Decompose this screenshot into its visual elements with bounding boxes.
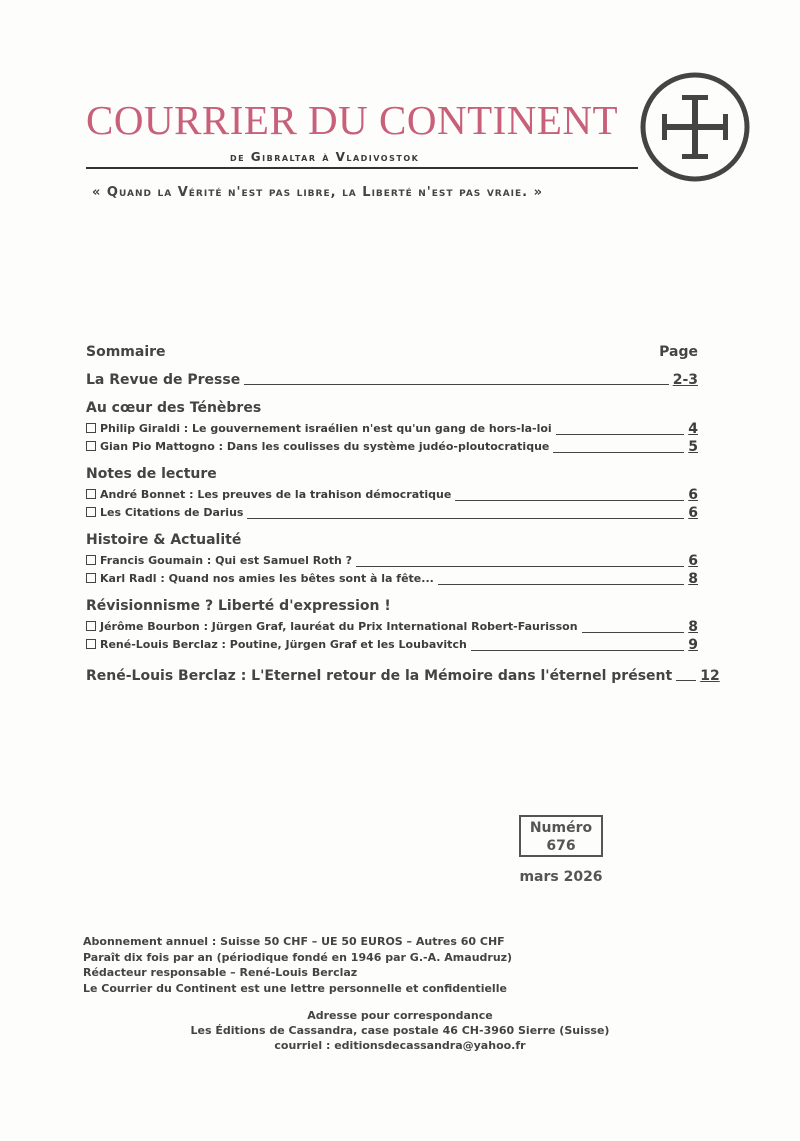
toc-entry-label: René-Louis Berclaz : L'Eternel retour de la Mémoire dans l'éternel présent <box>86 668 673 684</box>
cross-potent-in-circle-icon <box>638 70 752 184</box>
toc-item <box>86 552 698 570</box>
toc-item <box>86 636 698 654</box>
section-title: Histoire & Actualité <box>86 532 242 548</box>
toc-entry-page: 2-3 <box>672 372 698 388</box>
toc-leader <box>471 650 684 651</box>
toc-leader <box>553 452 684 453</box>
toc-item <box>86 438 698 456</box>
address-heading: Adresse pour correspondance <box>307 1009 493 1022</box>
checkbox-icon <box>86 489 96 499</box>
toc-leader <box>556 434 685 435</box>
checkbox-icon <box>86 573 96 583</box>
toc-leader <box>676 680 696 681</box>
checkbox-icon <box>86 621 96 631</box>
toc-item-label: Karl Radl : Quand nos amies les bêtes sont à la fête... <box>100 572 434 585</box>
checkbox-icon <box>86 423 96 433</box>
colophon <box>83 934 512 996</box>
toc-item-page: 4 <box>688 421 698 437</box>
masthead-title: COURRIER DU CONTINENT <box>86 97 619 143</box>
toc-item <box>86 570 698 588</box>
toc-leader <box>247 518 684 519</box>
toc-entry-final <box>86 668 720 684</box>
toc-item-page: 6 <box>688 553 698 569</box>
confidentiality-line: Le Courrier du Continent est une lettre personnelle et confidentielle <box>83 981 507 995</box>
toc-item-page: 6 <box>688 487 698 503</box>
toc-item <box>86 618 698 636</box>
toc-item-label: René-Louis Berclaz : Poutine, Jürgen Graf et les Loubavitch <box>100 638 467 651</box>
toc-leader <box>455 500 684 501</box>
toc-item <box>86 504 698 522</box>
toc-item-page: 9 <box>688 637 698 653</box>
toc-item-label: André Bonnet : Les preuves de la trahison démocratique <box>100 488 452 501</box>
toc-item-label: Francis Goumain : Qui est Samuel Roth ? <box>100 554 353 567</box>
toc-item-label: Philip Giraldi : Le gouvernement israélien n'est qu'un gang de hors-la-loi <box>100 422 552 435</box>
toc-leader <box>244 384 669 385</box>
toc-leader <box>582 632 685 633</box>
toc-leader <box>356 566 684 567</box>
address-line: Les Éditions de Cassandra, case postale 46 CH-3960 Sierre (Suisse) <box>190 1024 610 1037</box>
issue-number-box <box>519 815 603 857</box>
section-title: Notes de lecture <box>86 466 217 482</box>
issue-date: mars 2026 <box>519 869 603 885</box>
checkbox-icon <box>86 507 96 517</box>
section-title: Révisionnisme ? Liberté d'expression ! <box>86 598 391 614</box>
toc-item <box>86 420 698 438</box>
toc-entry-label: La Revue de Presse <box>86 372 241 388</box>
frequency-line: Paraît dix fois par an (périodique fondé en 1946 par G.-A. Amaudruz) <box>83 950 513 964</box>
checkbox-icon <box>86 441 96 451</box>
issue-number: 676 <box>546 838 576 854</box>
email-line: courriel : editionsdecassandra@yahoo.fr <box>274 1039 526 1052</box>
subscription-line: Abonnement annuel : Suisse 50 CHF – UE 50 EUROS – Autres 60 CHF <box>83 935 505 948</box>
toc-heading: Sommaire <box>86 344 166 360</box>
toc-entry-revue <box>86 372 698 388</box>
toc-page-heading: Page <box>659 344 698 360</box>
editor-line: Rédacteur responsable – René-Louis Berclaz <box>83 966 358 979</box>
toc-leader <box>438 584 684 585</box>
toc-item-page: 8 <box>688 571 698 587</box>
checkbox-icon <box>86 639 96 649</box>
issue-label: Numéro <box>529 820 593 836</box>
subtitle-rule <box>86 167 638 169</box>
toc-item <box>86 486 698 504</box>
motto: « Quand la Vérité n'est pas libre, la Liberté n'est pas vraie. » <box>92 185 544 200</box>
toc-item-label: Les Citations de Darius <box>100 506 244 519</box>
correspondence-address <box>0 1008 800 1053</box>
table-of-contents <box>86 344 720 684</box>
toc-entry-page: 12 <box>700 668 720 684</box>
masthead-subtitle: de Gibraltar à Vladivostok <box>230 150 420 164</box>
toc-item-page: 5 <box>688 439 698 455</box>
toc-item-label: Jérôme Bourbon : Jürgen Graf, lauréat du Prix International Robert-Faurisson <box>100 620 578 633</box>
toc-header <box>86 344 698 360</box>
checkbox-icon <box>86 555 96 565</box>
toc-item-page: 6 <box>688 505 698 521</box>
toc-item-page: 8 <box>688 619 698 635</box>
section-title: Au cœur des Ténèbres <box>86 400 262 416</box>
toc-item-label: Gian Pio Mattogno : Dans les coulisses du système judéo-ploutocratique <box>100 440 550 453</box>
